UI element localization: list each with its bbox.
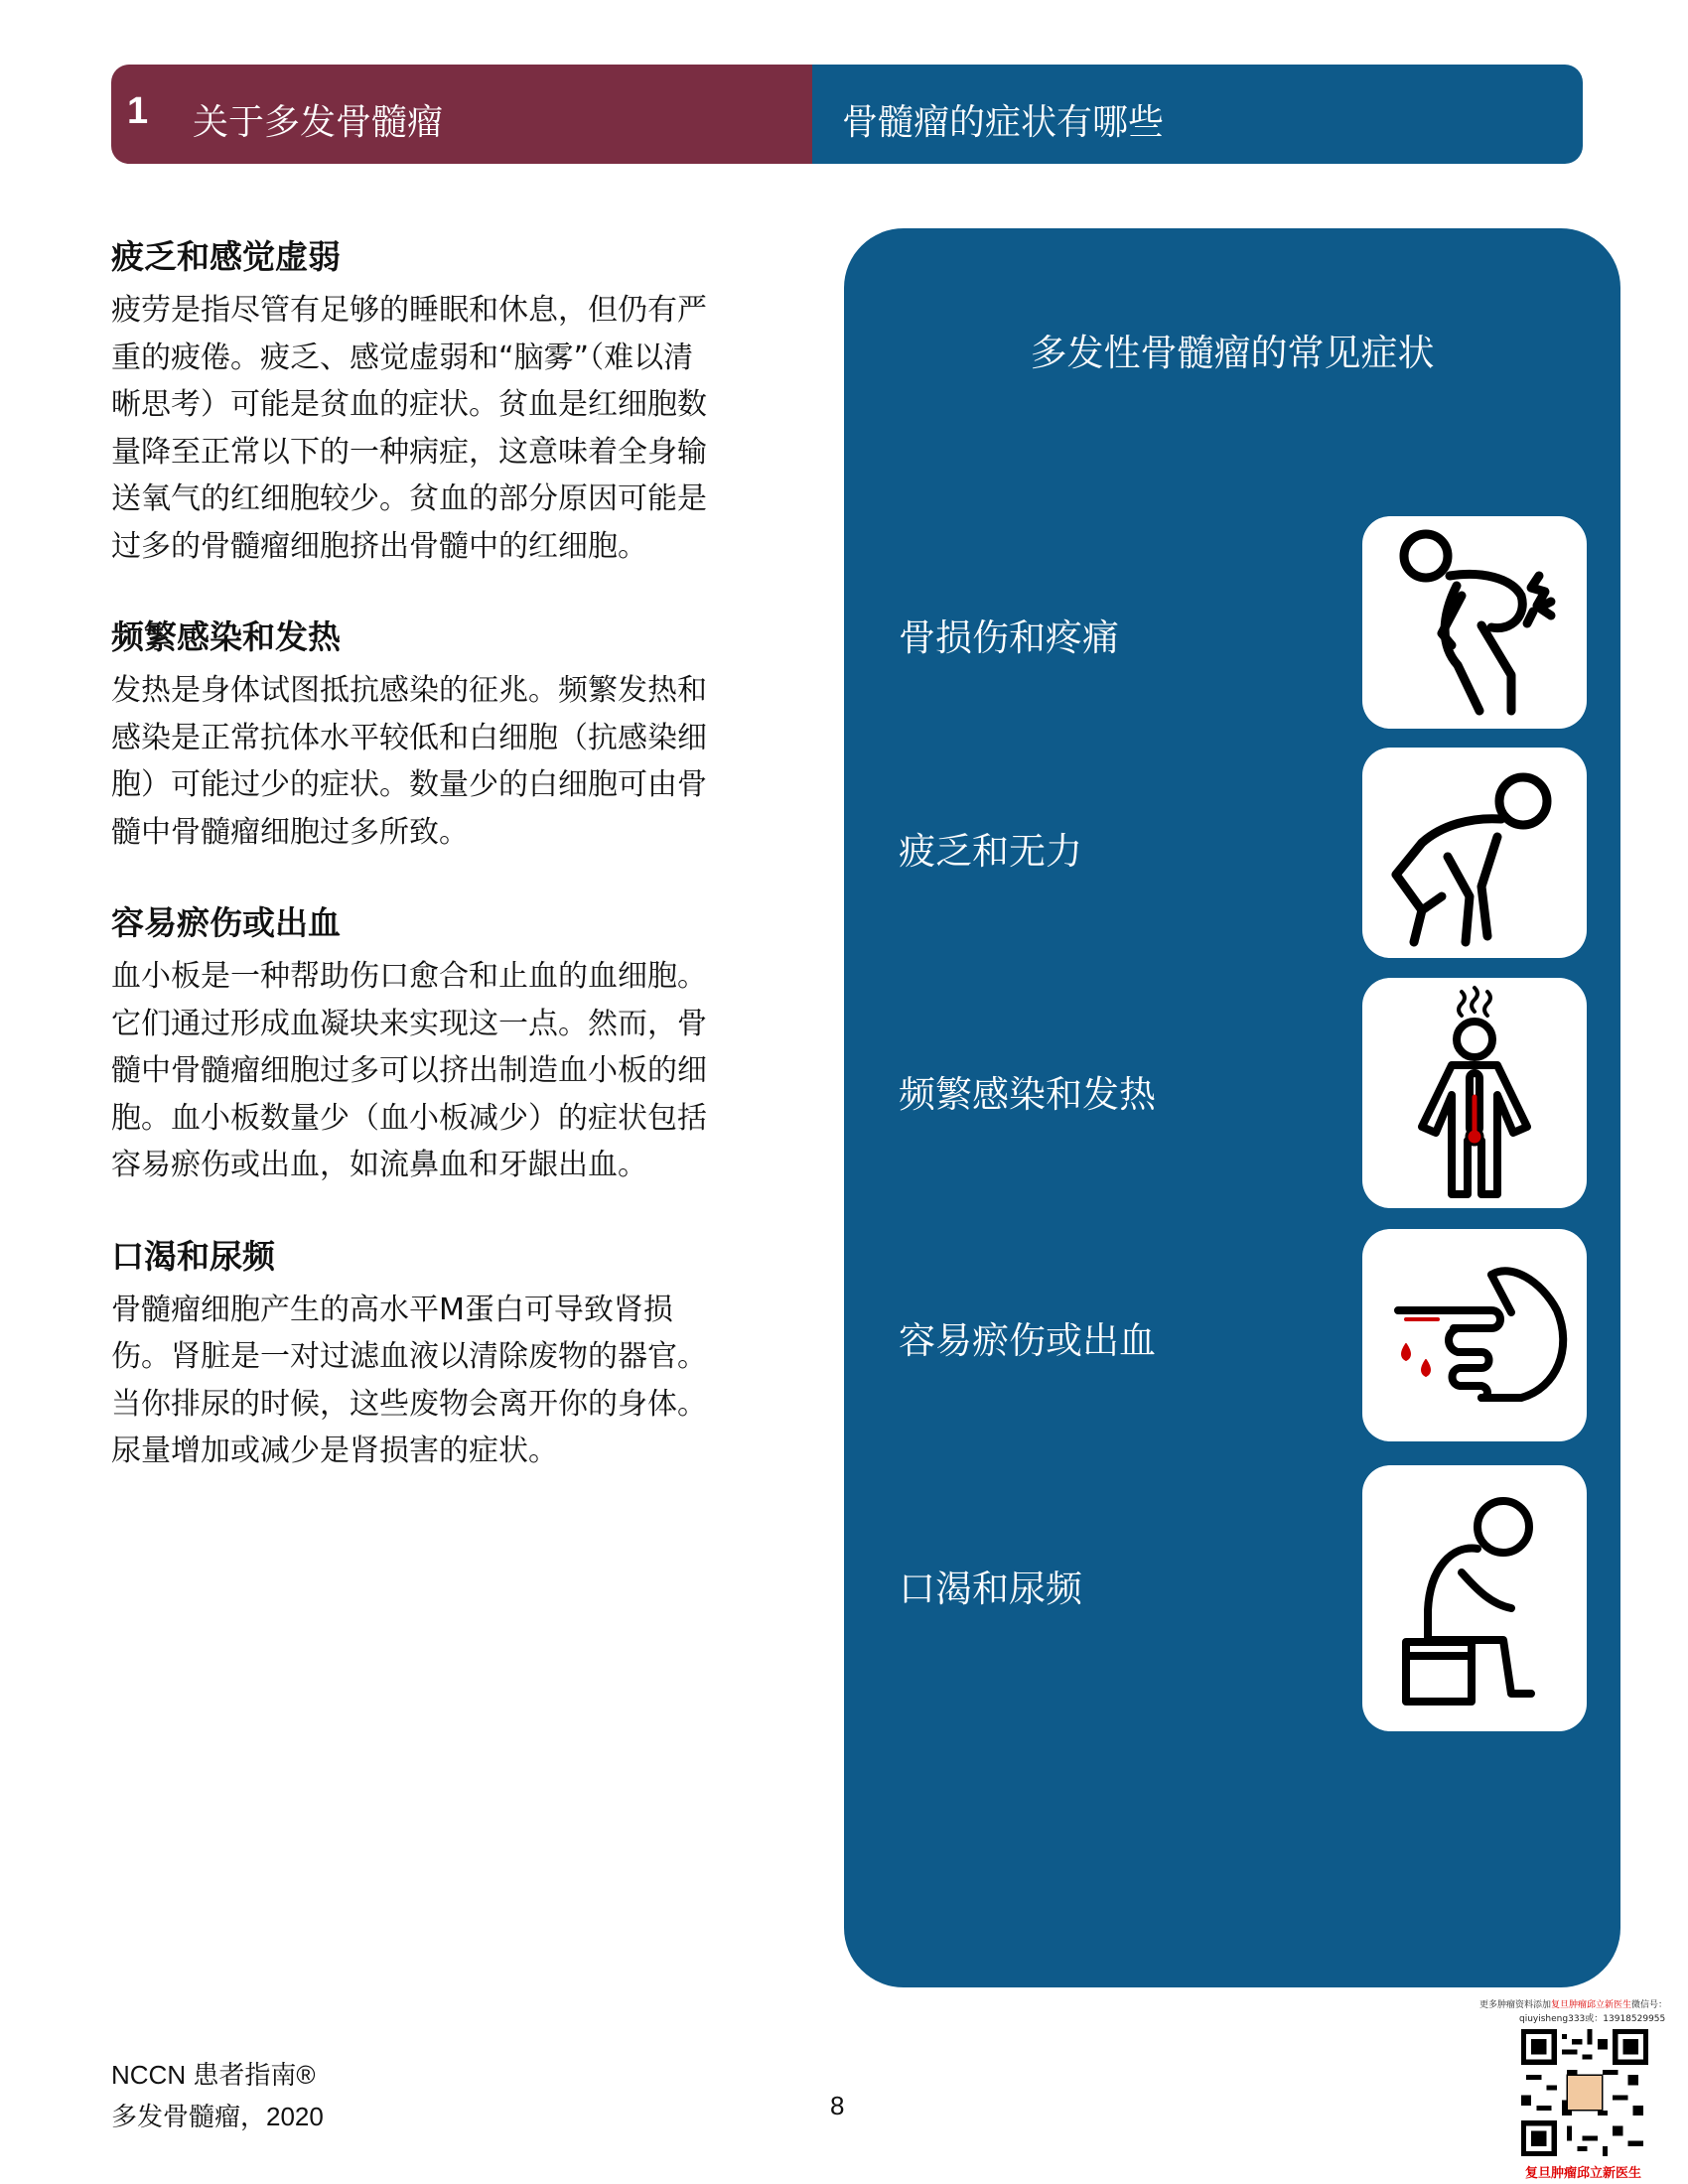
qr-code — [1521, 2029, 1648, 2156]
watermark-line1: 更多肿瘤资料添加复旦肿瘤邱立新医生微信号： — [1479, 2000, 1668, 2010]
section-thirst — [111, 1233, 776, 1475]
panel-title: 多发性骨髓瘤的常见症状 — [1030, 332, 1435, 374]
section-title: 骨髓瘤的症状有哪些 — [842, 102, 1165, 143]
symptom-label-fever: 频繁感染和发热 — [899, 1073, 1156, 1116]
watermark-bottom: 复旦肿瘤邱立新医生 — [1525, 2166, 1642, 2181]
guide-subtitle: 多发骨髓瘤，2020 — [111, 2102, 324, 2131]
section-fatigue — [111, 233, 776, 570]
section-heading: 频繁感染和发热 — [111, 617, 341, 656]
section-body: 疲劳是指尽管有足够的睡眠和休息，但仍有严 重的疲倦。疲乏、感觉虚弱和“脑雾”（难以清 晰思考）可能是贫血的症状。贫血是红细胞数 量降至正常以下的一种病症，这意味着全身输 送氧气的红细胞较少。贫血的部分原因可能是 过多的骨髓瘤细胞挤出骨髓中的红细胞。 — [111, 293, 707, 564]
page-number: 8 — [830, 2091, 845, 2120]
fever-icon — [1362, 978, 1587, 1208]
section-body: 发热是身体试图抵抗感染的征兆。频繁发热和 感染是正常抗体水平较低和白细胞（抗感染细 胞）可能过少的症状。数量少的白细胞可由骨 髓中骨髓瘤细胞过多所致。 — [111, 673, 707, 850]
chapter-number: 1 — [127, 90, 149, 132]
fatigue-icon — [1362, 748, 1587, 958]
symptom-label-fatigue: 疲乏和无力 — [899, 830, 1082, 873]
toilet-icon — [1362, 1465, 1587, 1731]
back-pain-icon — [1362, 516, 1587, 729]
section-bar — [812, 65, 1583, 164]
guide-title: NCCN 患者指南® — [111, 2060, 316, 2090]
symptom-label-bleeding: 容易瘀伤或出血 — [899, 1319, 1156, 1362]
symptom-descriptions — [111, 233, 776, 1519]
section-bleeding — [111, 899, 776, 1189]
watermark-line2: qiuyisheng333或：13918529955 — [1519, 2014, 1666, 2024]
section-heading: 口渴和尿频 — [111, 1236, 275, 1276]
chapter-bar — [111, 65, 812, 164]
chapter-title: 关于多发骨髓瘤 — [193, 102, 444, 143]
section-heading: 疲乏和感觉虚弱 — [111, 237, 341, 276]
section-heading: 容易瘀伤或出血 — [111, 903, 341, 942]
section-infection — [111, 614, 776, 856]
bleeding-finger-icon — [1362, 1229, 1587, 1441]
symptoms-panel — [844, 228, 1620, 1987]
page-header — [111, 65, 1583, 164]
section-body: 血小板是一种帮助伤口愈合和止血的血细胞。 它们通过形成血凝块来实现这一点。然而，骨 髓中骨髓瘤细胞过多可以挤出制造血小板的细 胞。血小板数量少（血小板减少）的症状包括 容易瘀伤或出血，如流鼻血和牙龈出血。 — [111, 959, 707, 1182]
symptom-label-bone: 骨损伤和疼痛 — [899, 616, 1119, 659]
symptom-label-thirst: 口渴和尿频 — [899, 1568, 1082, 1610]
section-body: 骨髓瘤细胞产生的高水平M蛋白可导致肾损 伤。肾脏是一对过滤血液以清除废物的器官。 当你排尿的时候，这些废物会离开你的身体。 尿量增加或减少是肾损害的症状。 — [111, 1292, 707, 1468]
